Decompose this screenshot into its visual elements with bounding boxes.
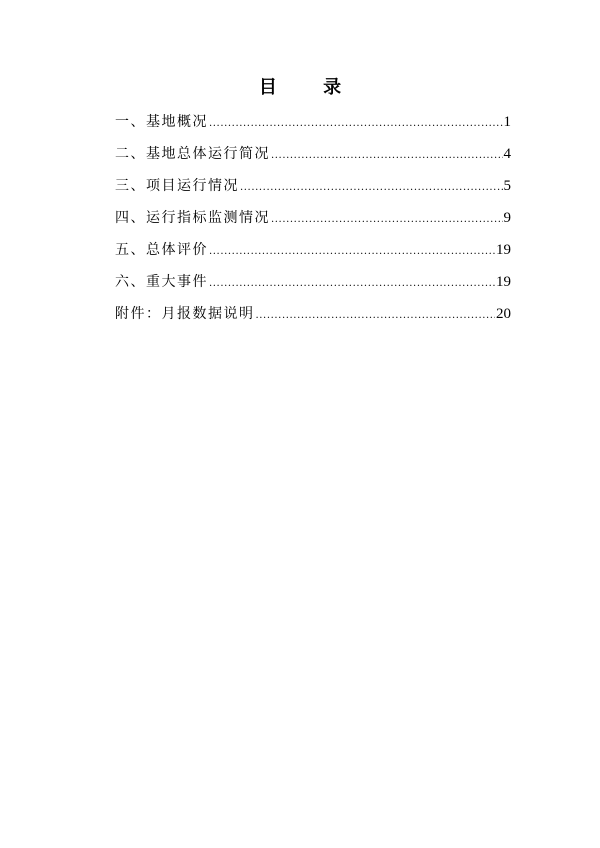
toc-entry[interactable] (115, 142, 511, 174)
toc-dot-leader (209, 240, 495, 264)
toc-dot-leader (209, 112, 503, 136)
toc-entry-page-number: 19 (496, 242, 511, 258)
toc-entry[interactable] (115, 270, 511, 302)
toc-entry-page-number: 20 (496, 306, 511, 322)
toc-entry-label: 六、重大事件 (115, 274, 208, 290)
toc-entry-page-number: 4 (503, 146, 511, 162)
toc-entry-page-number: 19 (496, 274, 511, 290)
toc-dot-leader (240, 176, 503, 200)
toc-dot-leader (271, 144, 503, 168)
toc-entry[interactable] (115, 110, 511, 142)
toc-entry[interactable] (115, 174, 511, 206)
toc-dot-leader (271, 208, 503, 232)
toc-entry-page-number: 9 (503, 210, 511, 226)
table-of-contents (115, 110, 511, 334)
toc-entry-label: 二、基地总体运行简况 (115, 146, 270, 162)
toc-entry-page-number: 5 (503, 178, 511, 194)
toc-entry[interactable] (115, 238, 511, 270)
toc-entry[interactable] (115, 302, 511, 334)
toc-entry-label: 五、总体评价 (115, 242, 208, 258)
toc-entry-page-number: 1 (503, 114, 511, 130)
toc-entry-label: 四、运行指标监测情况 (115, 210, 270, 226)
toc-entry-label: 附件：月报数据说明 (115, 306, 255, 322)
toc-dot-leader (209, 272, 495, 296)
toc-entry-label: 三、项目运行情况 (115, 178, 239, 194)
toc-dot-leader (256, 304, 496, 328)
toc-entry[interactable] (115, 206, 511, 238)
toc-entry-label: 一、基地概况 (115, 114, 208, 130)
toc-title: 目 录 (258, 77, 362, 98)
